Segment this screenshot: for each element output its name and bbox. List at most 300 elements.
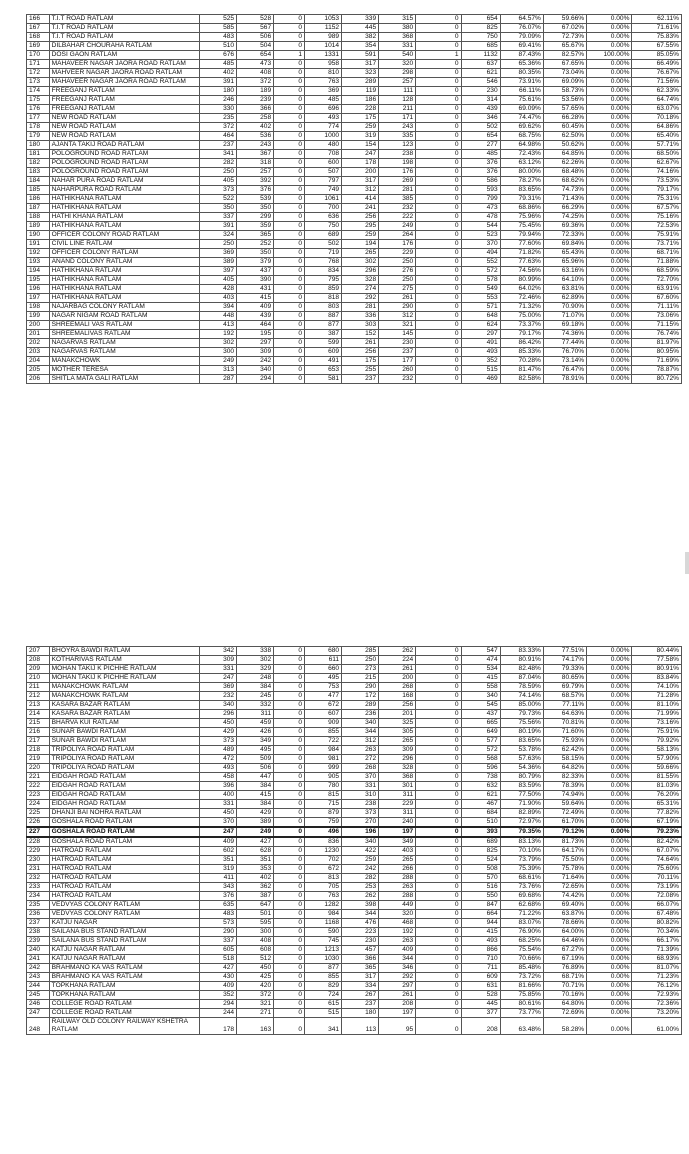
table-cell: 905 bbox=[305, 773, 342, 782]
table-row bbox=[27, 818, 682, 828]
table-cell: 568 bbox=[461, 755, 500, 764]
table-cell: 0.00% bbox=[587, 285, 632, 294]
table-cell: 567 bbox=[237, 24, 274, 33]
table-cell: 77.58% bbox=[632, 656, 682, 665]
table-cell: 178 bbox=[27, 123, 50, 132]
table-cell: ANAND COLONY RATLAM bbox=[49, 258, 199, 267]
table-cell: 318 bbox=[237, 159, 274, 168]
table-cell: 0.00% bbox=[587, 710, 632, 719]
table-cell: SAILANA BUS STAND RATLAM bbox=[49, 928, 199, 937]
table-cell: 290 bbox=[200, 928, 237, 937]
table-cell: BRAHMANO KA VAS RATLAM bbox=[49, 964, 199, 973]
table-cell: 82.58% bbox=[500, 375, 543, 384]
table-cell: 82.89% bbox=[500, 809, 543, 818]
table-cell: 323 bbox=[342, 69, 379, 78]
table-cell: 83.33% bbox=[500, 647, 543, 656]
table-cell: 0.00% bbox=[587, 764, 632, 773]
table-cell: EIDGAH ROAD RATLAM bbox=[49, 800, 199, 809]
table-cell: 749 bbox=[305, 186, 342, 195]
table-cell: 544 bbox=[461, 222, 500, 231]
table-cell: 660 bbox=[305, 665, 342, 674]
table-cell: 69.40% bbox=[543, 901, 586, 910]
table-cell: 74.14% bbox=[500, 692, 543, 701]
table-cell: 0 bbox=[274, 692, 305, 701]
table-cell: 376 bbox=[237, 186, 274, 195]
table-cell: 382 bbox=[342, 33, 379, 42]
table-cell: 0 bbox=[416, 150, 461, 159]
table-cell: 508 bbox=[461, 865, 500, 874]
table-cell: 70.10% bbox=[500, 847, 543, 856]
table-cell: 494 bbox=[461, 249, 500, 258]
table-cell: 314 bbox=[461, 96, 500, 105]
table-cell: 909 bbox=[305, 719, 342, 728]
table-cell: 615 bbox=[305, 1000, 342, 1009]
table-cell: 0 bbox=[416, 177, 461, 186]
table-cell: 214 bbox=[27, 710, 50, 719]
table-cell: POLOGROUND ROAD RATLAM bbox=[49, 159, 199, 168]
table-cell: 80.82% bbox=[632, 919, 682, 928]
table-cell: 0 bbox=[274, 928, 305, 937]
table-cell: 74.36% bbox=[543, 330, 586, 339]
table-cell: 261 bbox=[379, 665, 416, 674]
table-cell: 276 bbox=[379, 267, 416, 276]
table-cell: 0 bbox=[416, 782, 461, 791]
table-cell: 518 bbox=[200, 955, 237, 964]
table-row bbox=[27, 800, 682, 809]
table-cell: 72.43% bbox=[500, 150, 543, 159]
table-cell: 57.90% bbox=[632, 755, 682, 764]
table-cell: 700 bbox=[305, 204, 342, 213]
table-cell: 0 bbox=[274, 303, 305, 312]
table-cell: 223 bbox=[27, 791, 50, 800]
table-cell: 768 bbox=[305, 258, 342, 267]
table-row bbox=[27, 321, 682, 330]
table-row bbox=[27, 15, 682, 24]
table-cell: 1053 bbox=[305, 15, 342, 24]
table-cell: 370 bbox=[342, 773, 379, 782]
table-cell: 1000 bbox=[305, 132, 342, 141]
table-row bbox=[27, 222, 682, 231]
table-row bbox=[27, 96, 682, 105]
table-cell: 311 bbox=[237, 710, 274, 719]
table-cell: 0 bbox=[416, 357, 461, 366]
table-cell: 233 bbox=[27, 883, 50, 892]
table-cell: BHOYRA BAWDI RATLAM bbox=[49, 647, 199, 656]
table-cell: 200 bbox=[342, 168, 379, 177]
table-cell: 341 bbox=[305, 1018, 342, 1035]
table-cell: 173 bbox=[27, 78, 50, 87]
table-cell: 256 bbox=[342, 348, 379, 357]
table-cell: RAILWAY OLD COLONY RAILWAY KSHETRA RATLAM bbox=[49, 1018, 199, 1035]
table-cell: 0.00% bbox=[587, 746, 632, 755]
table-cell: 0 bbox=[274, 159, 305, 168]
table-cell: 302 bbox=[237, 656, 274, 665]
table-cell: 0 bbox=[274, 1000, 305, 1009]
table-cell: 72.73% bbox=[543, 33, 586, 42]
table-cell: 82.33% bbox=[543, 773, 586, 782]
table-row bbox=[27, 837, 682, 847]
table-cell: 282 bbox=[342, 874, 379, 883]
table-cell: 195 bbox=[237, 330, 274, 339]
table-cell: 74.47% bbox=[500, 114, 543, 123]
table-cell: 223 bbox=[342, 928, 379, 937]
table-cell: 230 bbox=[27, 856, 50, 865]
table-cell: 67.02% bbox=[543, 24, 586, 33]
table-cell: 608 bbox=[237, 946, 274, 955]
table-cell: 67.19% bbox=[543, 955, 586, 964]
table-cell: 0 bbox=[274, 1018, 305, 1035]
table-row bbox=[27, 782, 682, 791]
table-cell: 76.74% bbox=[632, 330, 682, 339]
table-cell: 72.36% bbox=[632, 1000, 682, 1009]
table-cell: 0 bbox=[274, 719, 305, 728]
table-cell: 0.00% bbox=[587, 303, 632, 312]
table-cell: 672 bbox=[305, 865, 342, 874]
table-cell: 552 bbox=[461, 258, 500, 267]
table-cell: 100.00% bbox=[587, 51, 632, 60]
table-cell: 0 bbox=[274, 177, 305, 186]
table-cell: 654 bbox=[237, 51, 274, 60]
table-cell: 199 bbox=[27, 312, 50, 321]
table-cell: MAHVEER NAGAR JAORA ROAD RATLAM bbox=[49, 69, 199, 78]
table-cell: 57.65% bbox=[543, 105, 586, 114]
table-cell: 334 bbox=[342, 982, 379, 991]
table-cell: 68.86% bbox=[500, 204, 543, 213]
table-cell: 572 bbox=[461, 746, 500, 755]
table-cell: 485 bbox=[305, 96, 342, 105]
table-cell: 0 bbox=[274, 755, 305, 764]
table-cell: 85.33% bbox=[500, 348, 543, 357]
table-cell: 75.39% bbox=[500, 865, 543, 874]
table-cell: 422 bbox=[342, 847, 379, 856]
table-cell: 377 bbox=[461, 1009, 500, 1018]
table-row bbox=[27, 710, 682, 719]
table-cell: 420 bbox=[237, 982, 274, 991]
table-cell: 0 bbox=[274, 710, 305, 719]
table-cell: 0.00% bbox=[587, 1000, 632, 1009]
table-cell: NEW ROAD RATLAM bbox=[49, 114, 199, 123]
table-row bbox=[27, 919, 682, 928]
table-cell: 611 bbox=[305, 656, 342, 665]
table-cell: 958 bbox=[305, 60, 342, 69]
table-cell: 297 bbox=[237, 339, 274, 348]
table-cell: 176 bbox=[379, 168, 416, 177]
table-row bbox=[27, 728, 682, 737]
table-cell: 0 bbox=[274, 249, 305, 258]
table-cell: 0.00% bbox=[587, 312, 632, 321]
table-cell: 123 bbox=[379, 141, 416, 150]
table-cell: 77.44% bbox=[543, 339, 586, 348]
table-cell: 211 bbox=[27, 683, 50, 692]
table-cell: 0 bbox=[274, 837, 305, 847]
table-cell: 398 bbox=[342, 901, 379, 910]
table-cell: 80.61% bbox=[500, 1000, 543, 1009]
table-cell: 205 bbox=[27, 366, 50, 375]
table-cell: 71.64% bbox=[543, 874, 586, 883]
table-cell: 80.95% bbox=[632, 348, 682, 357]
table-cell: 212 bbox=[27, 692, 50, 701]
table-cell: 195 bbox=[27, 276, 50, 285]
table-cell: 75.96% bbox=[500, 213, 543, 222]
table-cell: 664 bbox=[461, 910, 500, 919]
table-cell: 65.31% bbox=[632, 800, 682, 809]
table-cell: 65.96% bbox=[543, 258, 586, 267]
table-cell: 0 bbox=[274, 946, 305, 955]
table-cell: 369 bbox=[305, 87, 342, 96]
table-cell: MANAKCHOWK RATLAM bbox=[49, 683, 199, 692]
table-cell: 344 bbox=[342, 728, 379, 737]
table-cell: 445 bbox=[461, 1000, 500, 1009]
table-cell: BRAHMANO KA VAS RATLAM bbox=[49, 973, 199, 982]
table-cell: 0 bbox=[416, 683, 461, 692]
table-cell: 67.07% bbox=[632, 847, 682, 856]
table-cell: 0 bbox=[274, 213, 305, 222]
table-cell: 319 bbox=[342, 132, 379, 141]
table-cell: 70.71% bbox=[543, 982, 586, 991]
table-cell: 0 bbox=[416, 204, 461, 213]
table-row bbox=[27, 375, 682, 384]
table-cell: 581 bbox=[305, 375, 342, 384]
table-cell: 577 bbox=[461, 737, 500, 746]
table-cell: 71.11% bbox=[632, 303, 682, 312]
table-cell: 349 bbox=[237, 737, 274, 746]
table-cell: 196 bbox=[27, 285, 50, 294]
table-cell: 302 bbox=[342, 258, 379, 267]
table-cell: 317 bbox=[342, 973, 379, 982]
table-cell: 689 bbox=[461, 837, 500, 847]
table-cell: 813 bbox=[305, 874, 342, 883]
table-cell: 245 bbox=[27, 991, 50, 1000]
table-cell: 485 bbox=[461, 150, 500, 159]
table-cell: 181 bbox=[27, 150, 50, 159]
table-cell: 265 bbox=[379, 737, 416, 746]
table-cell: 76.70% bbox=[543, 348, 586, 357]
table-cell: 573 bbox=[200, 919, 237, 928]
table-cell: 372 bbox=[200, 123, 237, 132]
table-cell: 502 bbox=[461, 123, 500, 132]
table-cell: 68.75% bbox=[500, 132, 543, 141]
table-cell: 0.00% bbox=[587, 719, 632, 728]
table-cell: 450 bbox=[200, 719, 237, 728]
table-cell: 182 bbox=[27, 159, 50, 168]
table-cell: 81.03% bbox=[632, 782, 682, 791]
table-cell: 67.57% bbox=[632, 204, 682, 213]
table-cell: 384 bbox=[237, 800, 274, 809]
table-cell: 0.00% bbox=[587, 222, 632, 231]
table-cell: 362 bbox=[237, 883, 274, 892]
table-cell: 289 bbox=[342, 701, 379, 710]
table-cell: 168 bbox=[379, 692, 416, 701]
table-cell: 0 bbox=[274, 746, 305, 755]
table-cell: 235 bbox=[200, 114, 237, 123]
table-cell: 376 bbox=[461, 159, 500, 168]
table-cell: BHARVA KUI RATLAM bbox=[49, 719, 199, 728]
table-cell: 367 bbox=[237, 150, 274, 159]
table-row bbox=[27, 674, 682, 683]
table-cell: 570 bbox=[461, 874, 500, 883]
table-cell: 63.48% bbox=[500, 1018, 543, 1035]
table-cell: 547 bbox=[461, 647, 500, 656]
table-cell: 53.78% bbox=[500, 746, 543, 755]
table-cell: 154 bbox=[342, 141, 379, 150]
table-cell: 86.42% bbox=[500, 339, 543, 348]
table-cell: 54.36% bbox=[500, 764, 543, 773]
table-cell: 0 bbox=[274, 883, 305, 892]
table-cell: 341 bbox=[200, 150, 237, 159]
table-row bbox=[27, 87, 682, 96]
table-row bbox=[27, 692, 682, 701]
table-cell: 177 bbox=[27, 114, 50, 123]
table-cell: 439 bbox=[461, 105, 500, 114]
table-cell: 70.81% bbox=[543, 719, 586, 728]
table-cell: 296 bbox=[379, 755, 416, 764]
table-cell: 380 bbox=[379, 24, 416, 33]
table-cell: 480 bbox=[305, 141, 342, 150]
table-cell: 329 bbox=[237, 665, 274, 674]
table-cell: 0.00% bbox=[587, 240, 632, 249]
table-cell: 0.00% bbox=[587, 276, 632, 285]
table-cell: 1014 bbox=[305, 42, 342, 51]
table-cell: 235 bbox=[27, 901, 50, 910]
table-cell: 202 bbox=[27, 339, 50, 348]
table-cell: 596 bbox=[461, 764, 500, 773]
table-cell: 75.00% bbox=[500, 312, 543, 321]
table-cell: 546 bbox=[461, 78, 500, 87]
table-cell: 413 bbox=[200, 321, 237, 330]
table-cell: 0.00% bbox=[587, 656, 632, 665]
table-cell: 887 bbox=[305, 312, 342, 321]
table-row bbox=[27, 955, 682, 964]
table-cell: 68.57% bbox=[543, 692, 586, 701]
table-cell: NEW ROAD RATLAM bbox=[49, 132, 199, 141]
table-cell: 0 bbox=[274, 737, 305, 746]
table-cell: 271 bbox=[237, 1009, 274, 1018]
table-row bbox=[27, 764, 682, 773]
table-cell: 0.00% bbox=[587, 901, 632, 910]
table-cell: 437 bbox=[461, 710, 500, 719]
table-cell: 81.66% bbox=[500, 982, 543, 991]
table-cell: 502 bbox=[305, 240, 342, 249]
table-cell: 70.34% bbox=[632, 928, 682, 937]
table-row bbox=[27, 168, 682, 177]
table-cell: 0 bbox=[274, 339, 305, 348]
table-cell: 145 bbox=[379, 330, 416, 339]
table-cell: 558 bbox=[461, 683, 500, 692]
table-cell: 83.13% bbox=[500, 837, 543, 847]
table-cell: 493 bbox=[200, 764, 237, 773]
table-row bbox=[27, 737, 682, 746]
table-cell: 385 bbox=[379, 195, 416, 204]
table-cell: 187 bbox=[27, 204, 50, 213]
table-cell: 602 bbox=[200, 847, 237, 856]
table-row bbox=[27, 928, 682, 937]
table-cell: 61.00% bbox=[632, 1018, 682, 1035]
table-cell: 609 bbox=[461, 973, 500, 982]
table-cell: HATHIKHANA RATLAM bbox=[49, 195, 199, 204]
table-row bbox=[27, 827, 682, 837]
table-cell: 227 bbox=[27, 827, 50, 837]
table-cell: 67.19% bbox=[632, 818, 682, 828]
table-cell: 191 bbox=[27, 240, 50, 249]
table-cell: 0 bbox=[274, 33, 305, 42]
table-cell: 80.91% bbox=[632, 665, 682, 674]
table-cell: 0 bbox=[274, 258, 305, 267]
table-cell: 62.33% bbox=[632, 87, 682, 96]
table-row bbox=[27, 746, 682, 755]
table-cell: 0 bbox=[274, 357, 305, 366]
table-cell: 553 bbox=[461, 294, 500, 303]
table-cell: 391 bbox=[200, 78, 237, 87]
table-cell: 389 bbox=[200, 258, 237, 267]
table-cell: 803 bbox=[305, 303, 342, 312]
table-cell: 445 bbox=[342, 24, 379, 33]
table-cell: 0 bbox=[416, 141, 461, 150]
table-cell: 810 bbox=[305, 69, 342, 78]
table-cell: 0.00% bbox=[587, 1018, 632, 1035]
table-cell: 507 bbox=[305, 168, 342, 177]
table-page-2 bbox=[26, 646, 682, 1035]
table-cell: 80.00% bbox=[500, 168, 543, 177]
table-cell: 0.00% bbox=[587, 991, 632, 1000]
table-cell: 288 bbox=[379, 874, 416, 883]
table-cell: 203 bbox=[27, 348, 50, 357]
table-cell: 260 bbox=[379, 366, 416, 375]
table-cell: 72.70% bbox=[632, 276, 682, 285]
table-cell: 321 bbox=[379, 321, 416, 330]
table-cell: 384 bbox=[237, 782, 274, 791]
table-cell: 0 bbox=[274, 955, 305, 964]
table-cell: 62.68% bbox=[500, 901, 543, 910]
table-cell: 0.00% bbox=[587, 114, 632, 123]
table-cell: 0 bbox=[274, 285, 305, 294]
table-cell: 69.79% bbox=[543, 683, 586, 692]
table-cell: 277 bbox=[461, 141, 500, 150]
table-cell: 78.91% bbox=[543, 375, 586, 384]
table-cell: 425 bbox=[237, 973, 274, 982]
table-row bbox=[27, 231, 682, 240]
table-row bbox=[27, 312, 682, 321]
table-cell: 0.00% bbox=[587, 964, 632, 973]
table-cell: 0 bbox=[416, 728, 461, 737]
table-cell: 77.60% bbox=[500, 240, 543, 249]
table-cell: 290 bbox=[342, 683, 379, 692]
table-cell: 493 bbox=[461, 937, 500, 946]
table-cell: SUNAR BAWDI RATLAM bbox=[49, 737, 199, 746]
table-cell: 506 bbox=[237, 764, 274, 773]
table-cell: 648 bbox=[461, 312, 500, 321]
table-cell: 222 bbox=[379, 213, 416, 222]
table-cell: 653 bbox=[305, 366, 342, 375]
table-cell: 0.00% bbox=[587, 42, 632, 51]
table-cell: 62.11% bbox=[632, 15, 682, 24]
table-cell: 237 bbox=[342, 375, 379, 384]
table-cell: 176 bbox=[27, 105, 50, 114]
table-cell: 299 bbox=[237, 213, 274, 222]
table-row bbox=[27, 186, 682, 195]
table-cell: 738 bbox=[461, 773, 500, 782]
table-cell: 0 bbox=[274, 818, 305, 828]
table-cell: 379 bbox=[237, 258, 274, 267]
table-cell: 340 bbox=[237, 366, 274, 375]
table-cell: 245 bbox=[237, 692, 274, 701]
table-cell: 0 bbox=[274, 24, 305, 33]
scroll-indicator[interactable] bbox=[685, 552, 689, 574]
table-cell: 637 bbox=[461, 60, 500, 69]
table-cell: 267 bbox=[342, 991, 379, 1000]
table-cell: 369 bbox=[200, 249, 237, 258]
table-cell: 0 bbox=[274, 132, 305, 141]
table-cell: 243 bbox=[27, 973, 50, 982]
